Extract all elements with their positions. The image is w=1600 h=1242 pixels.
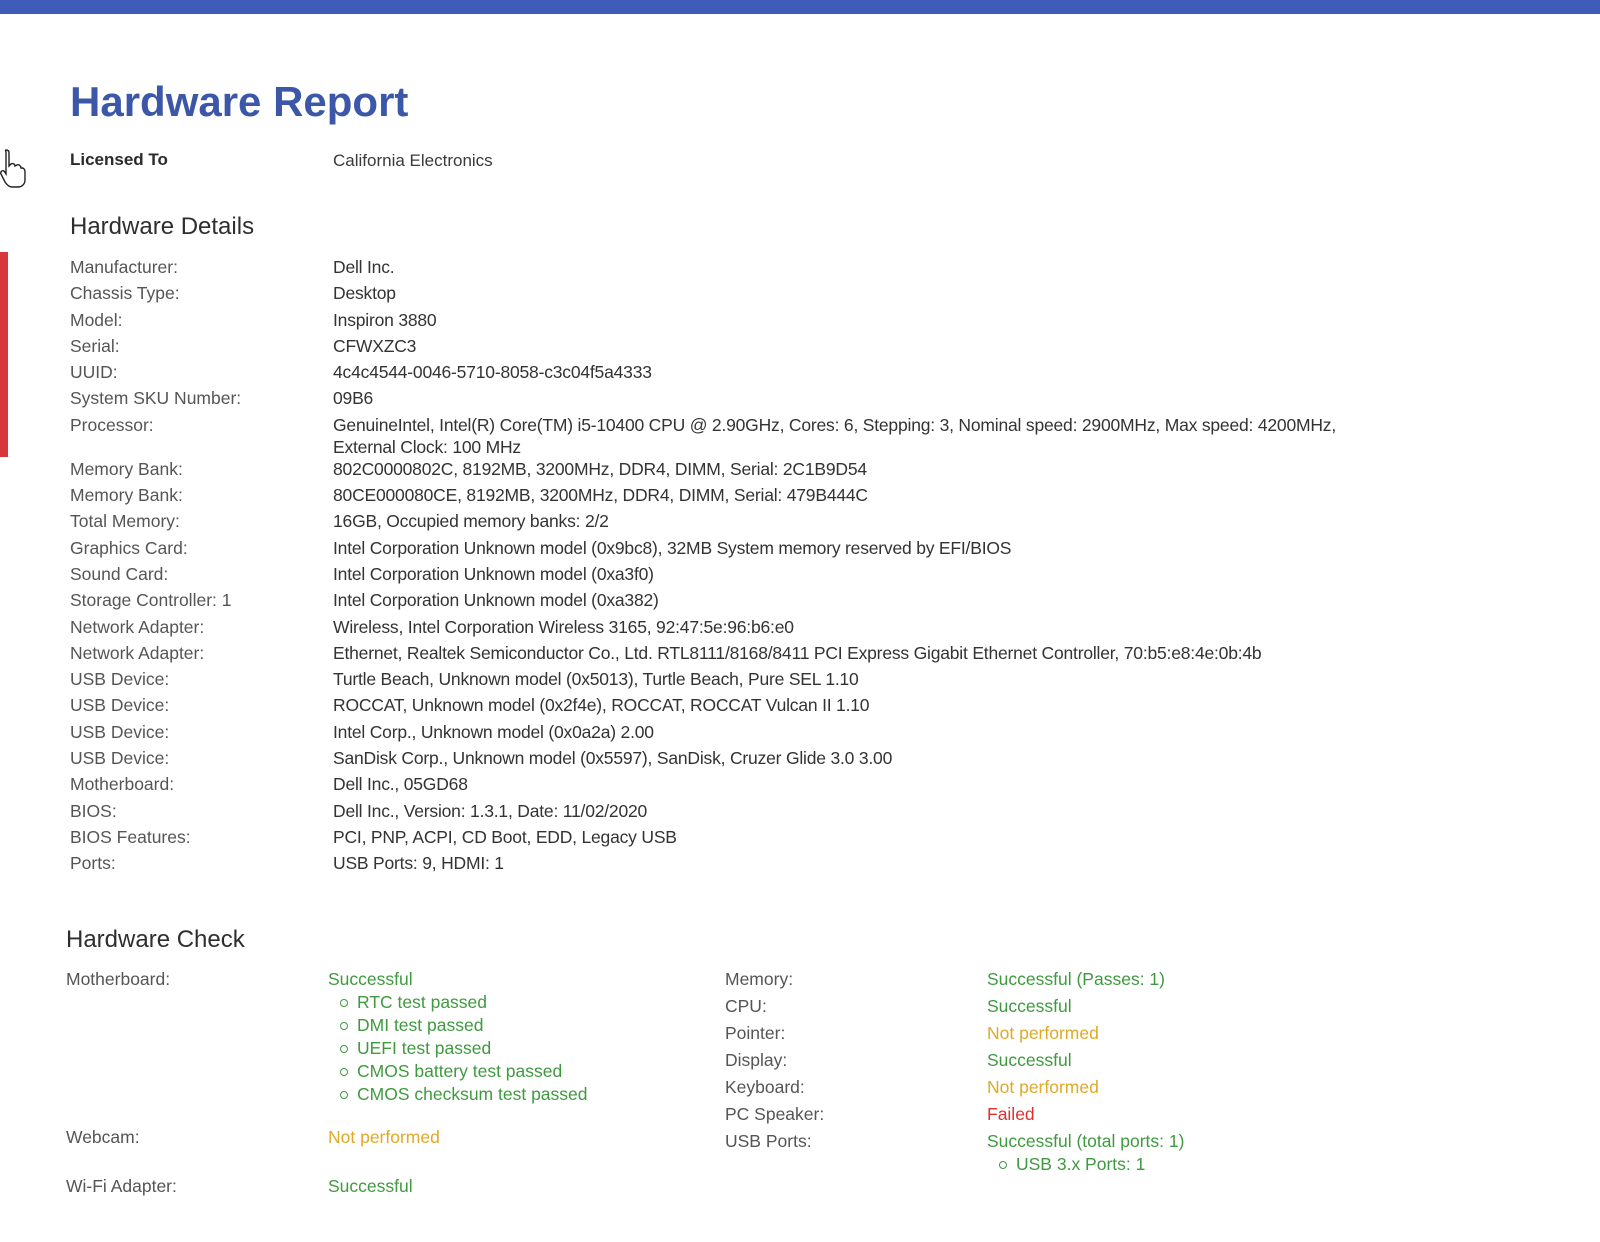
check-status: Successful: [328, 1176, 413, 1196]
top-bar: [0, 0, 1600, 14]
detail-row: [70, 773, 1390, 799]
check-sub-item: UEFI test passed: [328, 1037, 706, 1060]
check-row: [66, 968, 706, 1106]
detail-label: Processor:: [70, 414, 154, 435]
detail-label: Chassis Type:: [70, 283, 180, 304]
check-value-group: [987, 995, 1285, 1018]
detail-label: Serial:: [70, 335, 120, 356]
detail-value: Dell Inc., Version: 1.3.1, Date: 11/02/2020: [333, 800, 648, 821]
detail-label: Storage Controller: 1: [70, 590, 232, 611]
detail-label: Memory Bank:: [70, 485, 183, 506]
check-label: Webcam:: [66, 1127, 140, 1147]
check-value-group: [328, 968, 706, 1106]
check-sub-item: CMOS checksum test passed: [328, 1083, 706, 1106]
detail-label: UUID:: [70, 362, 118, 383]
check-label: Keyboard:: [725, 1077, 805, 1097]
check-row: [66, 1126, 706, 1149]
detail-row: [70, 458, 1390, 484]
check-sub-item: USB 3.x Ports: 1: [987, 1153, 1285, 1176]
detail-row: [70, 694, 1390, 720]
check-label: USB Ports:: [725, 1131, 812, 1151]
detail-label: Network Adapter:: [70, 616, 205, 637]
check-value-group: [987, 1049, 1285, 1072]
page-title: Hardware Report: [70, 78, 409, 125]
detail-label: Manufacturer:: [70, 257, 178, 277]
detail-row: [70, 721, 1390, 747]
detail-value: Intel Corporation Unknown model (0xa3f0): [333, 563, 654, 584]
detail-value: Desktop: [333, 283, 396, 304]
licensed-to-label: Licensed To: [70, 150, 168, 169]
detail-value: GenuineIntel, Intel(R) Core(TM) i5-10400 CPU @ 2.90GHz, Cores: 6, Stepping: 3, Nominal speed: 2900MHz, Max speed: 4200MHz, External Clock: 100 MHz: [333, 414, 1336, 457]
detail-row: [70, 800, 1390, 826]
check-row: [725, 995, 1285, 1018]
check-row: [725, 1130, 1285, 1176]
detail-value: ROCCAT, Unknown model (0x2f4e), ROCCAT, ROCCAT Vulcan II 1.10: [333, 695, 870, 716]
detail-label: System SKU Number:: [70, 388, 242, 409]
check-status: Successful: [987, 996, 1072, 1016]
detail-row: [70, 747, 1390, 773]
detail-label: BIOS:: [70, 800, 117, 821]
check-status: Not performed: [328, 1127, 440, 1147]
check-value-group: [987, 1103, 1285, 1126]
detail-row: [70, 256, 1390, 282]
hardware-check-heading: Hardware Check: [66, 926, 245, 953]
detail-value: Turtle Beach, Unknown model (0x5013), Turtle Beach, Pure SEL 1.10: [333, 669, 859, 690]
detail-value: 802C0000802C, 8192MB, 3200MHz, DDR4, DIMM, Serial: 2C1B9D54: [333, 458, 867, 479]
detail-row: [70, 852, 1390, 878]
detail-label: Graphics Card:: [70, 537, 188, 558]
check-status: Successful (total ports: 1): [987, 1131, 1185, 1151]
detail-label: Ports:: [70, 853, 116, 874]
detail-value: Ethernet, Realtek Semiconductor Co., Ltd. RTL8111/8168/8411 PCI Express Gigabit Ethernet Controller, 70:b5:e8:4e:0b:4b: [333, 642, 1262, 663]
detail-row: [70, 282, 1390, 308]
check-label: Memory:: [725, 969, 794, 989]
detail-row: [70, 414, 1390, 458]
detail-value: SanDisk Corp., Unknown model (0x5597), SanDisk, Cruzer Glide 3.0 3.00: [333, 748, 893, 769]
check-sub-item: CMOS battery test passed: [328, 1060, 706, 1083]
check-row: [725, 968, 1285, 991]
check-status: Successful: [328, 969, 413, 989]
detail-value: Intel Corp., Unknown model (0x0a2a) 2.00: [333, 721, 654, 742]
check-status: Not performed: [987, 1023, 1099, 1043]
detail-label: USB Device:: [70, 721, 170, 742]
detail-label: USB Device:: [70, 695, 170, 716]
check-sub-item: DMI test passed: [328, 1014, 706, 1037]
hardware-check-right-column: [725, 968, 1285, 1180]
detail-label: USB Device:: [70, 748, 170, 769]
check-value-group: [987, 1130, 1285, 1176]
detail-value: CFWXZC3: [333, 335, 417, 356]
check-value-group: [987, 968, 1285, 991]
check-status: Successful: [987, 1050, 1072, 1070]
detail-row: [70, 589, 1390, 615]
hardware-check-left-column: [66, 968, 706, 1198]
detail-value: Dell Inc.: [333, 257, 395, 277]
detail-row: [70, 484, 1390, 510]
detail-value: 80CE000080CE, 8192MB, 3200MHz, DDR4, DIMM, Serial: 479B444C: [333, 485, 868, 506]
detail-row: [70, 387, 1390, 413]
detail-row: [70, 826, 1390, 852]
left-accent-bar: [0, 252, 8, 457]
detail-row: [70, 537, 1390, 563]
detail-label: Memory Bank:: [70, 458, 183, 479]
check-label: CPU:: [725, 996, 767, 1016]
detail-row: [70, 563, 1390, 589]
detail-value: USB Ports: 9, HDMI: 1: [333, 853, 504, 874]
check-label: Wi-Fi Adapter:: [66, 1176, 177, 1196]
check-label: Display:: [725, 1050, 788, 1070]
check-status: Failed: [987, 1104, 1035, 1124]
check-row: [66, 1175, 706, 1198]
licensed-to-value: California Electronics: [333, 151, 493, 170]
detail-value: Intel Corporation Unknown model (0x9bc8), 32MB System memory reserved by EFI/BIOS: [333, 537, 1012, 558]
detail-row: [70, 668, 1390, 694]
detail-label: Sound Card:: [70, 563, 169, 584]
check-row: [725, 1022, 1285, 1045]
detail-value: Wireless, Intel Corporation Wireless 3165, 92:47:5e:96:b6:e0: [333, 616, 794, 637]
detail-label: Total Memory:: [70, 511, 180, 532]
detail-value: 16GB, Occupied memory banks: 2/2: [333, 511, 609, 532]
detail-row: [70, 616, 1390, 642]
check-status: Not performed: [987, 1077, 1099, 1097]
detail-row: [70, 309, 1390, 335]
detail-value: Dell Inc., 05GD68: [333, 774, 468, 795]
check-label: Motherboard:: [66, 969, 171, 989]
check-row: [725, 1049, 1285, 1072]
detail-value: Inspiron 3880: [333, 309, 437, 330]
check-sub-list: [987, 1153, 1285, 1176]
check-value-group: [328, 1126, 706, 1149]
detail-label: BIOS Features:: [70, 826, 191, 847]
hand-cursor-icon: [0, 148, 26, 188]
detail-value: PCI, PNP, ACPI, CD Boot, EDD, Legacy USB: [333, 826, 677, 847]
check-sub-item: RTC test passed: [328, 991, 706, 1014]
detail-label: Model:: [70, 309, 123, 330]
detail-row: [70, 642, 1390, 668]
detail-label: USB Device:: [70, 669, 170, 690]
check-value-group: [987, 1022, 1285, 1045]
check-row: [725, 1076, 1285, 1099]
check-value-group: [328, 1175, 706, 1198]
detail-label: Motherboard:: [70, 774, 175, 795]
check-label: PC Speaker:: [725, 1104, 825, 1124]
check-value-group: [987, 1076, 1285, 1099]
check-row: [725, 1103, 1285, 1126]
check-sub-list: [328, 991, 706, 1106]
hardware-details-list: [70, 256, 1390, 879]
detail-value: 09B6: [333, 388, 374, 409]
detail-row: [70, 335, 1390, 361]
hardware-details-heading: Hardware Details: [70, 213, 255, 240]
detail-row: [70, 510, 1390, 536]
detail-value: Intel Corporation Unknown model (0xa382): [333, 590, 659, 611]
detail-value: 4c4c4544-0046-5710-8058-c3c04f5a4333: [333, 362, 652, 383]
check-label: Pointer:: [725, 1023, 786, 1043]
detail-row: [70, 361, 1390, 387]
detail-label: Network Adapter:: [70, 642, 205, 663]
check-status: Successful (Passes: 1): [987, 969, 1165, 989]
